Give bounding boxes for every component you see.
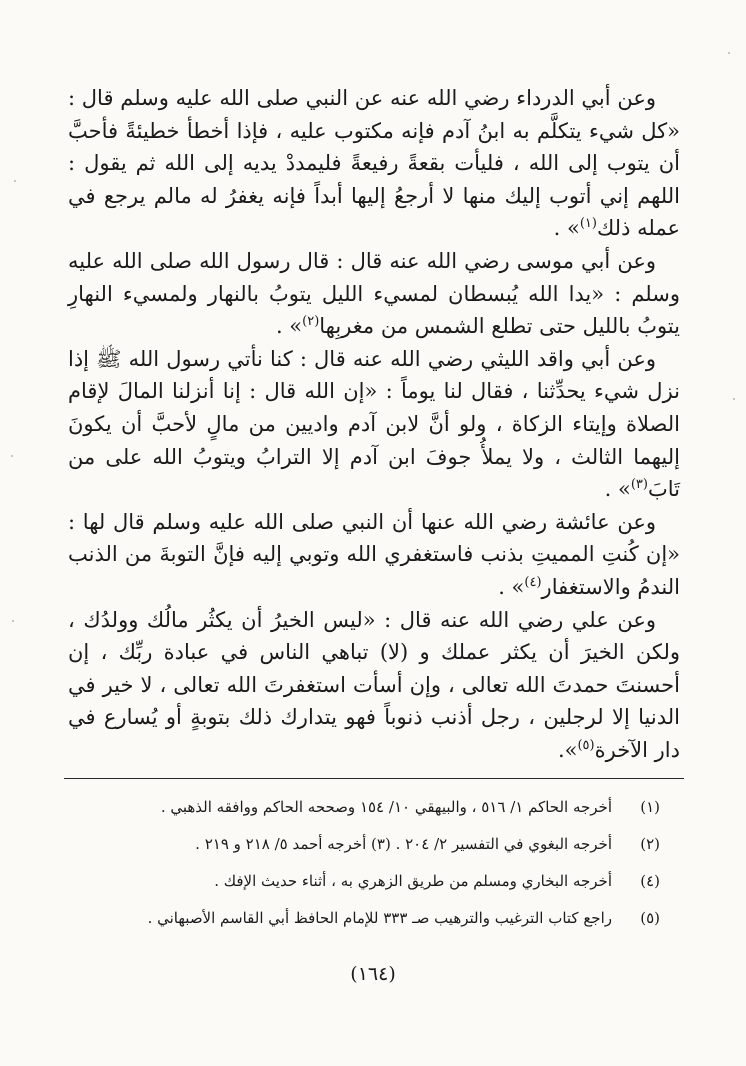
footnote-text: أخرجه البغوي في التفسير ٢/ ٢٠٤ . (٣) أخرجه أحمد ٥/ ٢١٨ و ٢١٩ . bbox=[195, 835, 612, 853]
paragraph-5 bbox=[68, 604, 680, 767]
main-text bbox=[68, 82, 680, 766]
paragraph-text: وعن أبي واقد الليثي رضي الله عنه قال : كنا نأتي رسول الله ﷺ إذا نزل شيء يحدِّثنا ، فقال لنا يوماً : «إن الله قال : إنا أنزلنا المالَ لإقام الصلاة وإيتاء الزكاة ، ولو أنَّ لابن آدم واديين من مالٍ لأحبَّ أن يكونَ إليهما الثالث ، ولا يملأُ جوفَ ابن آدم إلا الترابُ ويتوبُ الله على من تَابَ bbox=[68, 346, 680, 502]
paragraph-1 bbox=[68, 82, 680, 245]
footnotes bbox=[100, 792, 660, 940]
paragraph-end: » . bbox=[275, 314, 303, 339]
footnote-item bbox=[100, 829, 660, 859]
footnote-text: راجع كتاب الترغيب والترهيب صـ ٣٣٣ للإمام الحافظ أبي القاسم الأصبهاني . bbox=[147, 909, 612, 927]
scan-speck bbox=[733, 398, 735, 400]
footnote-number: (١) bbox=[640, 798, 660, 816]
footnote-separator bbox=[64, 778, 684, 779]
footnote-ref-5: (٥) bbox=[577, 737, 595, 753]
paragraph-end: » . bbox=[604, 477, 631, 502]
scan-speck bbox=[11, 455, 13, 457]
scan-speck bbox=[12, 620, 14, 622]
paragraph-text: وعن عائشة رضي الله عنها أن النبي صلى الله عليه وسلم قال لها : «إن كُنتِ المميتِ بذنب فاستغفري الله وتوبي إليه فإنَّ التوبةَ من الذنب الندمُ والاستغفار bbox=[68, 509, 680, 599]
paragraph-3 bbox=[68, 343, 680, 506]
footnote-ref-2: (٢) bbox=[302, 314, 320, 330]
footnote-number: (٤) bbox=[640, 872, 660, 890]
footnote-number: (٢) bbox=[640, 835, 660, 853]
paragraph-text: وعن أبي موسى رضي الله عنه قال : قال رسول الله صلى الله عليه وسلم : «يدا الله يُبسطان لمسيء الليل يتوبُ بالنهار ولمسيء النهارِ يتوبُ بالليل حتى تطلع الشمس من مغربِها bbox=[68, 248, 680, 339]
footnote-number: (٥) bbox=[640, 909, 660, 927]
paragraph-2 bbox=[68, 245, 680, 343]
footnote-ref-1: (١) bbox=[579, 216, 597, 232]
paragraph-end: » . bbox=[553, 216, 580, 241]
footnote-item bbox=[100, 792, 660, 822]
scan-speck bbox=[14, 180, 16, 182]
footnote-ref-3: (٣) bbox=[630, 477, 648, 493]
paragraph-text: وعن علي رضي الله عنه قال : «ليس الخيرُ أن يكثُر مالُك وولدُك ، ولكن الخيرَ أن يكثر عملك و (لا) تباهي الناس في عبادة ربِّك ، إن أحسنتَ حمدتَ الله تعالى ، وإن أسأت استغفرتَ الله تعالى ، لا خير في الدنيا إلا لرجلين ، رجل أذنب ذنوباً فهو يتدارك ذلك بتوبةٍ أو يُسارع في دار الآخرة bbox=[68, 607, 680, 762]
paragraph-4 bbox=[68, 506, 680, 604]
footnote-ref-4: (٤) bbox=[524, 574, 542, 590]
page-number: (١٦٤) bbox=[350, 963, 396, 985]
paragraph-end: ». bbox=[557, 737, 578, 762]
footnote-item bbox=[100, 866, 660, 896]
footnote-item bbox=[100, 903, 660, 933]
paragraph-text: وعن أبي الدرداء رضي الله عنه عن النبي صلى الله عليه وسلم قال : «كل شيء يتكلَّم به ابنُ آدم فإنه مكتوب عليه ، فإذا أخطأ خطيئةً فأحبَّ أن يتوب إلى الله ، فليأت بقعةً رفيعةً فليمددْ يديه إلى الله ثم يقول : اللهم إني أتوب إليك منها لا أرجعُ إليها أبداً فإنه يغفرُ له مالم يرجع في عمله ذلك bbox=[68, 86, 680, 241]
footnote-text: أخرجه البخاري ومسلم من طريق الزهري به ، أثناء حديث الإفك . bbox=[214, 872, 612, 890]
footnote-text: أخرجه الحاكم ١/ ٥١٦ ، والبيهقي ١٠/ ١٥٤ وصححه الحاكم ووافقه الذهبي . bbox=[160, 798, 612, 816]
paragraph-end: » . bbox=[498, 574, 525, 599]
scan-speck bbox=[728, 52, 730, 54]
